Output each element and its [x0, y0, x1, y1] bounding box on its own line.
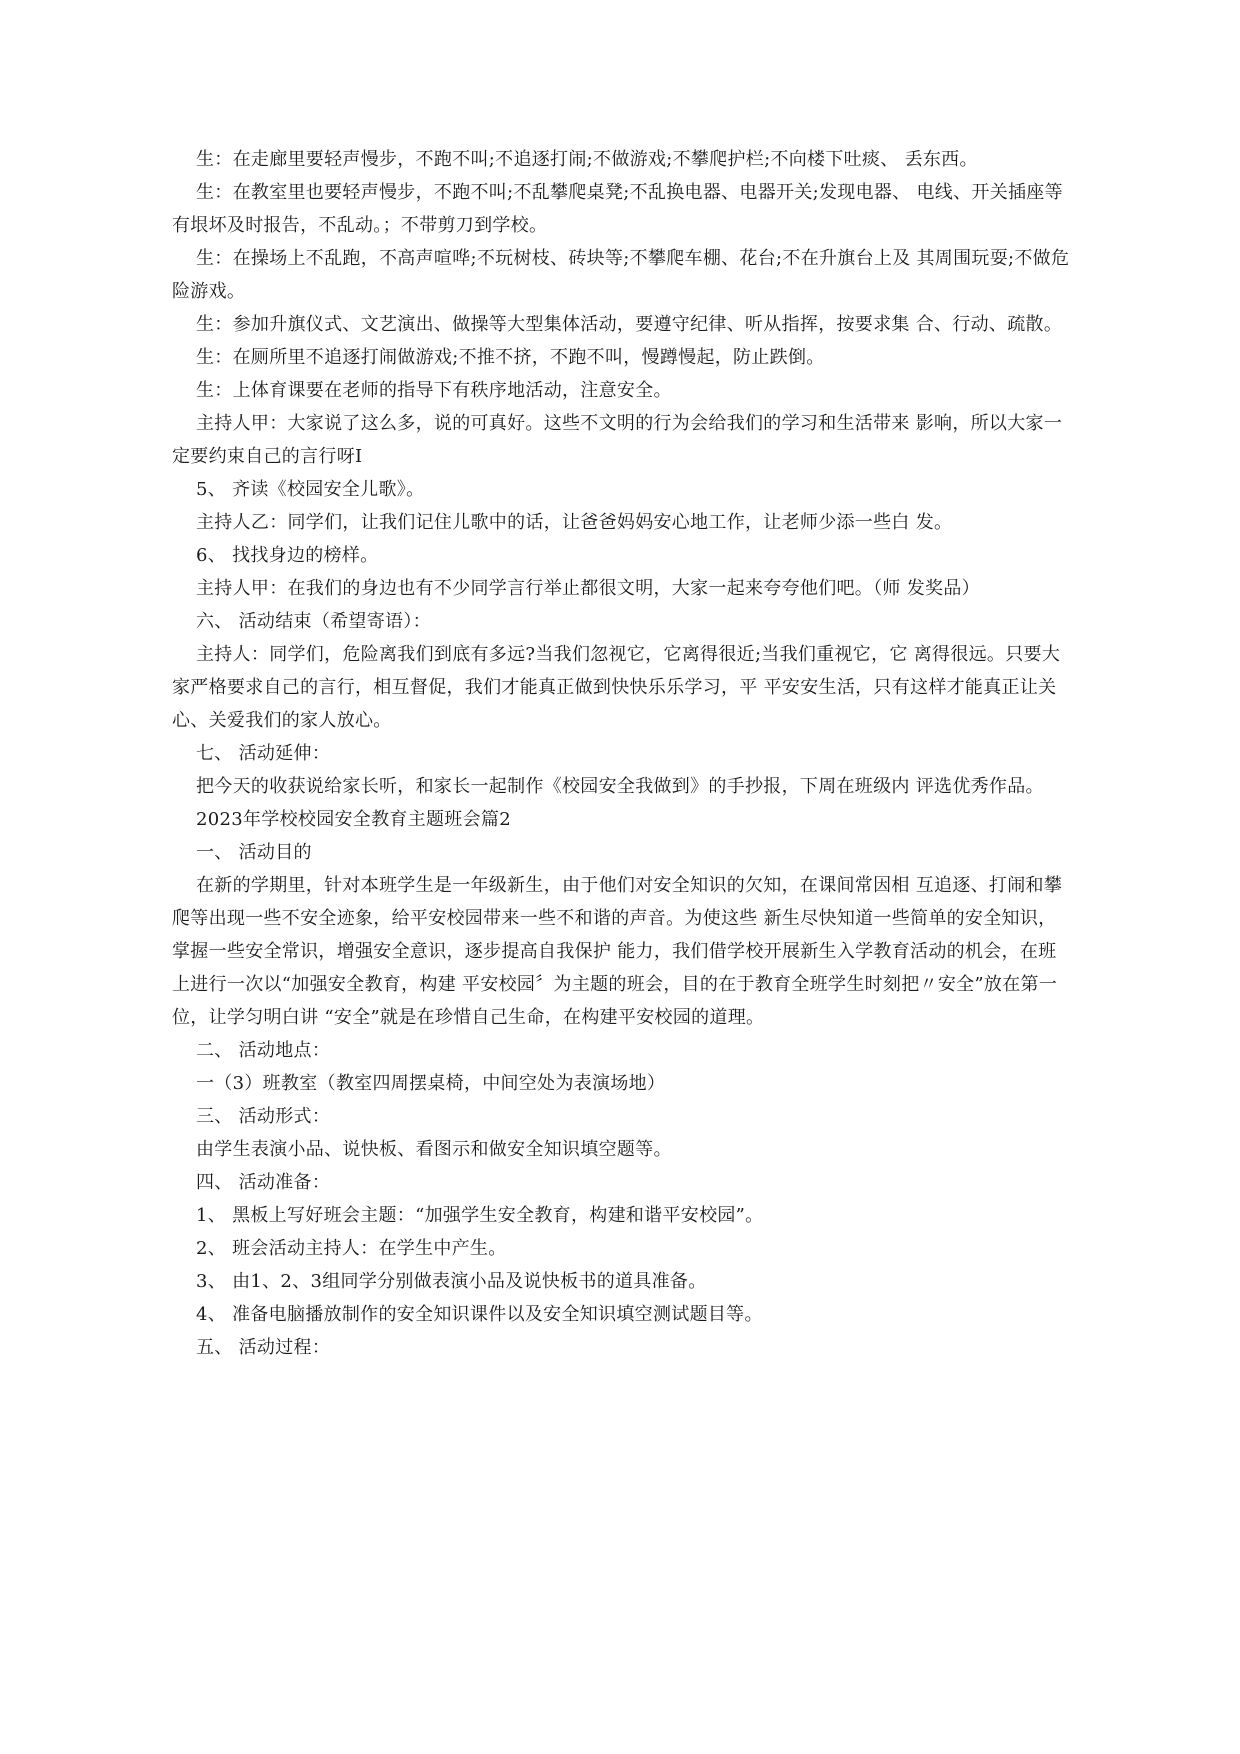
paragraph-1: 生：在走廊里要轻声慢步，不跑不叫;不追逐打闹;不做游戏;不攀爬护栏;不向楼下吐痰、 丢东西。: [196, 149, 978, 170]
article-title: 2023年学校校园安全教育主题班会篇2: [196, 809, 511, 830]
section-heading-1: 一、 活动目的: [196, 842, 312, 863]
list-item-1: 1、 黑板上写好班会主题：“加强学生安全教育，构建和谐平安校园”。: [196, 1205, 764, 1226]
paragraph-2: 生：在教室里也要轻声慢步，不跑不叫;不乱攀爬桌凳;不乱换电器、电器开关;发现电器、 电线、开关插座等有垠坏及时报告，不乱动。；不带剪刀到学校。: [172, 182, 1063, 236]
paragraph-13: 主持人：同学们，危险离我们到底有多远?当我们忽视它，它离得很近;当我们重视它，它 离得很远。只要大家严格要求自己的言行，相互督促，我们才能真正做到快快乐乐学习，平 平安安生活，只有这样才能真正让关心、关爱我们的家人放心。: [172, 644, 1061, 731]
paragraph-4: 生：参加升旗仪式、文艺演出、做操等大型集体活动，要遵守纪律、听从指挥，按要求集 合、行动、疏散。: [196, 314, 1063, 335]
section-heading-5: 五、 活动过程：: [196, 1337, 331, 1358]
section-heading-7: 七、 活动延伸：: [196, 743, 331, 764]
paragraph-10: 6、 找找身边的榜样。: [196, 545, 379, 566]
paragraph-6: 生：上体育课要在老师的指导下有秩序地活动，注意安全。: [196, 380, 672, 401]
paragraph-18: 在新的学期里，针对本班学生是一年级新生，由于他们对安全知识的欠知，在课间常因相 互追逐、打闹和攀爬等出现一些不安全迹象，给平安校园带来一些不和谐的声音。为使这些 新生尽快知道一些简单的安全知识，掌握一些安全常识，增强安全意识，逐步提高自我保护 能力，我们借学校开展新生入学教育活动的机会，在班上进行一次以“加强安全教育，构建 平安校园〞为主题的班会，目的在于教育全班学生时刻把〃安全”放在第一位，让学匀明白讲 “安全”就是在珍惜自己生命，在构建平安校园的道理。: [172, 875, 1063, 1028]
paragraph-8: 5、 齐读《校园安全儿歌》。: [196, 479, 425, 500]
paragraph-22: 由学生表演小品、说快板、看图示和做安全知识填空题等。: [196, 1139, 672, 1160]
list-item-4: 4、 准备电脑播放制作的安全知识课件以及安全知识填空测试题目等。: [196, 1304, 763, 1325]
paragraph-15: 把今天的收获说给家长听，和家长一起制作《校园安全我做到》的手抄报，下周在班级内 评选优秀作品。: [196, 776, 1044, 797]
section-heading-3: 三、 活动形式：: [196, 1106, 331, 1127]
list-item-3: 3、 由1、2、3组同学分别做表演小品及说快板书的道具准备。: [196, 1271, 707, 1292]
paragraph-9: 主持人乙：同学们，让我们记住儿歌中的话，让爸爸妈妈安心地工作，让老师少添一些白 发。: [196, 512, 953, 533]
paragraph-20: 一（3）班教室（教室四周摆桌椅，中间空处为表演场地）: [196, 1073, 666, 1094]
section-heading-2: 二、 活动地点：: [196, 1040, 331, 1061]
document-body: [172, 143, 1070, 1364]
paragraph-7: 主持人甲：大家说了这么多，说的可真好。这些不文明的行为会给我们的学习和生活带来 影响，所以大家一定要约束自己的言行呀I: [172, 413, 1063, 467]
paragraph-5: 生：在厕所里不追逐打闹做游戏;不推不挤，不跑不叫，慢蹲慢起，防止跌倒。: [196, 347, 825, 368]
list-item-2: 2、 班会活动主持人：在学生中产生。: [196, 1238, 507, 1259]
section-heading-6: 六、 活动结束（希望寄语）：: [196, 611, 431, 632]
paragraph-3: 生：在操场上不乱跑，不高声喧哗;不玩树枝、砖块等;不攀爬车棚、花台;不在升旗台上及 其周围玩耍;不做危险游戏。: [172, 248, 1070, 302]
paragraph-11: 主持人甲：在我们的身边也有不少同学言行举止都很文明，大家一起来夸夸他们吧。（师 发奖品）: [196, 578, 980, 599]
section-heading-4: 四、 活动准备：: [196, 1172, 331, 1193]
